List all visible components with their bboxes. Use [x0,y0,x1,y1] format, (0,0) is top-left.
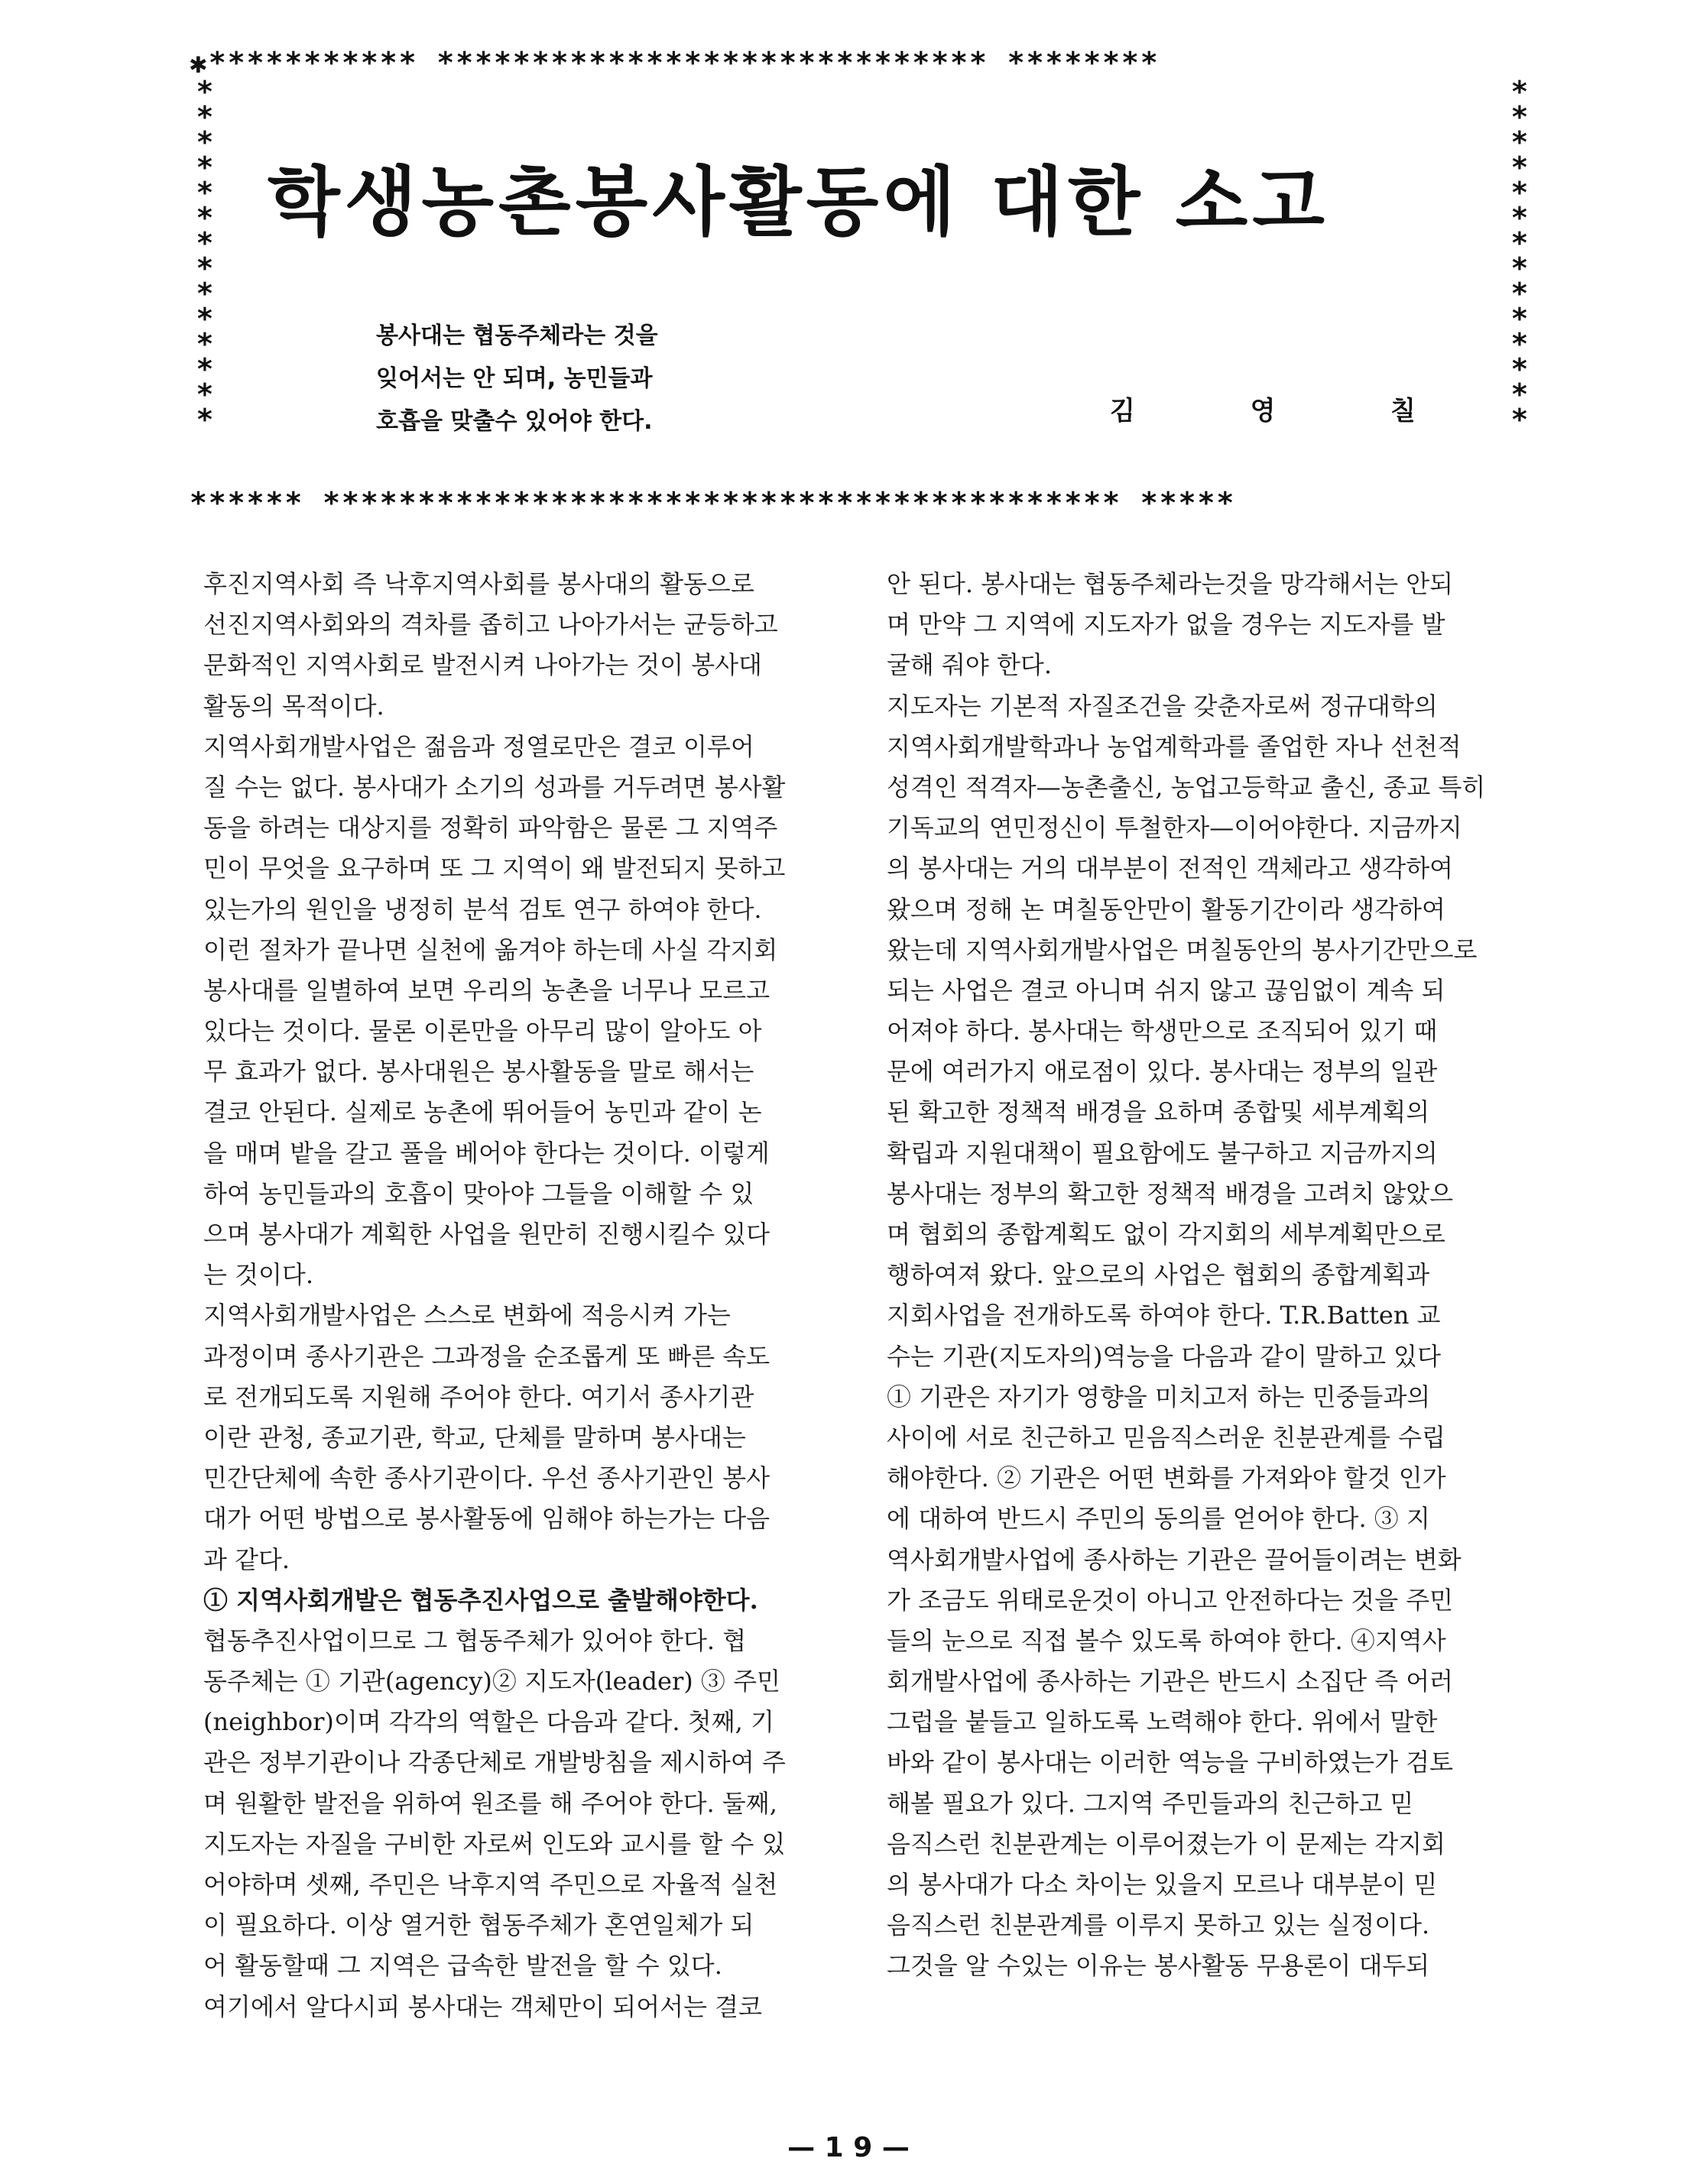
text-line: 과정이며 종사기관은 그과정을 순조롭게 또 빠른 속도 [203,1341,771,1371]
text-line: 성격인 적격자—농촌출신, 농업고등학교 출신, 종교 특히 [887,772,1486,802]
text-line: 는 것이다. [203,1260,313,1290]
text-line: ① 기관은 자기가 영향을 미치고저 하는 민중들과의 [887,1382,1431,1411]
text-line: 왔으며 정해 논 며칠동안만이 활동기간이라 생각하여 [887,894,1445,924]
text-line: 해볼 필요가 있다. 그지역 주민들과의 친근하고 믿 [887,1788,1414,1818]
text-line: 민간단체에 속한 종사기관이다. 우선 종사기관인 봉사 [203,1463,771,1493]
article-title: 학생농촌봉사활동에 대한 소고 [268,158,1329,246]
text-line: 협동추진사업이므로 그 협동주체가 있어야 한다. 협 [203,1625,747,1655]
text-line: 기독교의 연민정신이 투철한자—이어야한다. 지금까지 [887,813,1462,843]
text-line: 봉사대는 정부의 확고한 정책적 배경을 고려치 않았으 [887,1178,1454,1208]
asterisk-frame [190,46,1535,520]
text-line: 의 봉사대가 다소 차이는 있을지 모르나 대부분이 믿 [887,1870,1438,1899]
text-line: 며 만약 그 지역에 지도자가 없을 경우는 지도자를 발 [887,610,1445,640]
text-line: 안 된다. 봉사대는 협동주체라는것을 망각해서는 안되 [887,569,1454,598]
text-line: 음직스런 친분관계는 이루어졌는가 이 문제는 각지회 [887,1829,1445,1858]
text-line: 지도자는 자질을 구비한 자로써 인도와 교시를 할 수 있 [203,1829,786,1858]
text-line: 이 필요하다. 이상 열거한 협동주체가 혼연일체가 되 [203,1910,754,1940]
subtitle-line: 잊어서는 안 되며, 농민들과 [376,365,653,392]
text-line: 해야한다. ② 기관은 어떤 변화를 가져와야 할것 인가 [887,1463,1446,1493]
text-line: 민이 무엇을 요구하며 또 그 지역이 왜 발전되지 못하고 [203,854,786,883]
text-line: 어 활동할때 그 지역은 급속한 발전을 할 수 있다. [203,1951,722,1981]
text-line: 동주체는 ① 기관(agency)② 지도자(leader) ③ 주민 [203,1667,780,1696]
author-char: 칠 [1390,396,1416,426]
text-line: 지역사회개발사업은 젊음과 정열로만은 결코 이루어 [203,731,754,761]
text-line: 왔는데 지역사회개발사업은 며칠동안의 봉사기간만으로 [887,935,1478,964]
text-line: 대가 어떤 방법으로 봉사활동에 임해야 하는가는 다음 [203,1504,771,1534]
text-line: 동을 하려는 대상지를 정확히 파악함은 물론 그 지역주 [203,813,778,843]
text-line: 질 수는 없다. 봉사대가 소기의 성과를 거두려면 봉사활 [203,772,786,802]
text-line: 로 전개되도록 지원해 주어야 한다. 여기서 종사기관 [203,1382,754,1411]
text-line: 지역사회개발학과나 농업계학과를 졸업한 자나 선천적 [887,731,1462,761]
frame-left-border: ************** [196,79,214,436]
text-line: 무 효과가 없다. 봉사대원은 봉사활동을 말로 해서는 [203,1057,754,1087]
text-line: ① 지역사회개발은 협동추진사업으로 출발해야한다. [203,1585,758,1615]
text-line: 어져야 하다. 봉사대는 학생만으로 조직되어 있기 때 [887,1016,1438,1046]
text-line: 이런 절차가 끝나면 실천에 옮겨야 하는데 사실 각지회 [203,935,778,964]
text-line: 에 대하여 반드시 주민의 동의를 얻어야 한다. ③ 지 [887,1504,1430,1534]
text-line: 그럽을 붙들고 일하도록 노력해야 한다. 위에서 말한 [887,1707,1438,1737]
text-line: 이란 관청, 종교기관, 학교, 단체를 말하며 봉사대는 [203,1422,746,1452]
text-line: 며 협회의 종합계획도 없이 각지회의 세부계획만으로 [887,1220,1445,1249]
text-line: 여기에서 알다시피 봉사대는 객체만이 되어서는 결코 [203,1991,762,2021]
text-line: 있다는 것이다. 물론 이론만을 아무리 많이 알아도 아 [203,1016,762,1046]
text-line: 있는가의 원인을 냉정히 분석 검토 연구 하여야 한다. [203,894,762,924]
text-line: 을 매며 밭을 갈고 풀을 베어야 한다는 것이다. 이렇게 [203,1138,770,1168]
subtitle-line: 봉사대는 협동주체라는 것을 [376,322,658,349]
text-line: 과 같다. [203,1544,290,1574]
text-line: 행하여져 왔다. 앞으로의 사업은 협회의 종합계획과 [887,1260,1430,1290]
text-line: 역사회개발사업에 종사하는 기관은 끌어들이려는 변화 [887,1544,1462,1574]
text-line: 으며 봉사대가 계획한 사업을 원만히 진행시킬수 있다 [203,1220,771,1249]
text-line: 봉사대를 일별하여 보면 우리의 농촌을 너무나 모르고 [203,975,771,1005]
author-char: 영 [1250,396,1276,426]
text-line: 지도자는 기본적 자질조건을 갖춘자로써 정규대학의 [887,691,1438,721]
left-column [203,564,830,2027]
text-line: 하여 농민들과의 호흡이 맞아야 그들을 이해할 수 있 [203,1178,754,1208]
right-column [887,564,1513,1987]
text-line: 되는 사업은 결코 아니며 쉬지 않고 끊임없이 계속 되 [887,975,1445,1005]
text-line: 수는 기관(지도자의)역능을 다음과 같이 말하고 있다 [887,1341,1441,1371]
frame-bottom-border: ****** ****************************************** ***** [190,486,1236,520]
text-line: 어야하며 셋째, 주민은 낙후지역 주민으로 자율적 실천 [203,1870,778,1899]
text-line: 결코 안된다. 실제로 농촌에 뛰어들어 농민과 같이 논 [203,1097,762,1127]
author-name [1110,390,1416,427]
text-line: 사이에 서로 친근하고 믿음직스러운 친분관계를 수립 [887,1422,1445,1452]
subtitle-line: 호흡을 맞출수 있어야 한다. [376,408,653,435]
text-line: 며 원활한 발전을 위하여 원조를 해 주어야 한다. 둘째, [203,1788,777,1818]
text-line: 회개발사업에 종사하는 기관은 반드시 소집단 즉 어러 [887,1667,1454,1696]
text-line: (neighbor)이며 각각의 역할은 다음과 같다. 첫째, 기 [203,1707,774,1737]
page-number: — 1 9 — [787,2132,910,2163]
text-line: 후진지역사회 즉 낙후지역사회를 봉사대의 활동으로 [203,569,754,598]
text-line: 지회사업을 전개하도록 하여야 한다. T.R.Batten 교 [887,1301,1441,1330]
text-line: 의 봉사대는 거의 대부분이 전적인 객체라고 생각하여 [887,854,1454,883]
author-char: 김 [1110,396,1135,426]
frame-top-border: ✱*********** ***************************** ******** [190,46,1160,79]
frame-right-border: ************** [1510,79,1529,436]
text-line: 음직스런 친분관계를 이루지 못하고 있는 실정이다. [887,1910,1430,1940]
text-line: 선진지역사회와의 격차를 좁히고 나아가서는 균등하고 [203,610,778,640]
text-line: 활동의 목적이다. [203,691,384,721]
text-line: 가 조금도 위태로운것이 아니고 안전하다는 것을 주민 [887,1585,1454,1615]
text-line: 들의 눈으로 직접 볼수 있도록 하여야 한다. ④지역사 [887,1625,1446,1655]
article-subtitle [376,315,850,443]
text-line: 문에 여러가지 애로점이 있다. 봉사대는 정부의 일관 [887,1057,1438,1087]
text-line: 그것을 알 수있는 이유는 봉사활동 무용론이 대두되 [887,1951,1430,1981]
text-line: 바와 같이 봉사대는 이러한 역능을 구비하였는가 검토 [887,1748,1454,1777]
text-line: 관은 정부기관이나 각종단체로 개발방침을 제시하여 주 [203,1748,786,1777]
text-line: 지역사회개발사업은 스스로 변화에 적응시켜 가는 [203,1301,731,1330]
text-line: 된 확고한 정책적 배경을 요하며 종합및 세부계획의 [887,1097,1430,1127]
text-line: 굴해 줘야 한다. [887,650,1052,680]
text-line: 문화적인 지역사회로 발전시켜 나아가는 것이 봉사대 [203,650,762,680]
text-line: 확립과 지원대책이 필요함에도 불구하고 지금까지의 [887,1138,1438,1168]
